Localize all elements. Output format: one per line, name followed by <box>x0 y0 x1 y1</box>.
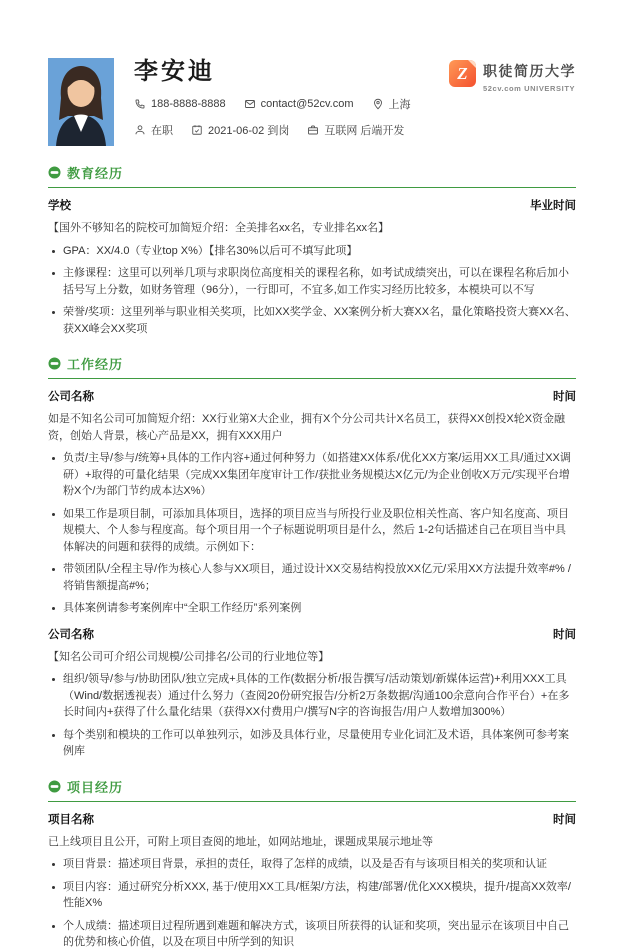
contact-row <box>134 96 429 112</box>
location-icon <box>372 98 384 110</box>
section-title: 项目经历 <box>67 779 124 795</box>
contact-text: 188-8888-8888 <box>151 97 226 110</box>
profile-photo-image <box>48 58 114 146</box>
bullet-item: 项目内容：通过研究分析XXX, 基于/使用XX工具/框架/方法，构建/部署/优化XXX模块，提升/提高XX效率/性能X% <box>48 879 576 912</box>
entry-title: 学校 <box>48 200 71 212</box>
section-entry <box>48 388 576 617</box>
section-badge-icon <box>48 780 61 793</box>
bullet-item: GPA：XX/4.0（专业top X%）【排名30%以后可不填写此项】 <box>48 243 576 260</box>
entry-header <box>48 388 576 404</box>
section-entries <box>48 811 576 951</box>
bullet-item: 带领团队/全程主导/作为核心人参与XX项目，通过设计XX交易结构投放XX亿元/采用XX方法提升效率#% /将销售额提高#%； <box>48 561 576 594</box>
section-badge-icon <box>48 357 61 370</box>
bullet-item: 如果工作是项目制，可添加具体项目，选择的项目应当与所投行业及职位相关性高、客户知名度高、项目规模大、个人参与程度高。每个项目用一个子标题说明项目是什么，然后 1-2句话描述自己在项目当中具体解决的问题和获得的成绩。示例如下： <box>48 506 576 556</box>
resume-sections <box>48 163 576 951</box>
contact-item <box>244 98 354 110</box>
bullet-list <box>48 243 576 338</box>
contact-row <box>134 122 429 138</box>
bullet-item: 主修课程：这里可以列举几项与求职岗位高度相关的课程名称，如考试成绩突出，可以在课程名称后加小括号写上分数，如财务管理（96分），一行即可，不宜多,如工作实习经历比较多，本模块可以不写 <box>48 265 576 298</box>
bullet-item: 项目背景：描述项目背景，承担的责任，取得了怎样的成绩，以及是否有与该项目相关的奖项和认证 <box>48 856 576 873</box>
contact-text: contact@52cv.com <box>260 97 354 110</box>
entry-intro: 【知名公司可介绍公司规模/公司排名/公司的行业地位等】 <box>48 650 330 663</box>
brand-logo-icon: Z <box>449 60 476 87</box>
section-header <box>48 163 576 188</box>
entry-title: 公司名称 <box>48 628 94 641</box>
section-entry <box>48 626 576 760</box>
section-header <box>48 777 576 802</box>
entry-time-label: 时间 <box>553 628 576 641</box>
resume-section <box>48 777 576 951</box>
bullet-list <box>48 671 576 760</box>
contact-text: 在职 <box>151 124 173 137</box>
bullet-list <box>48 856 576 951</box>
contact-item <box>134 122 173 138</box>
brand-subtitle: 52cv.com UNIVERSITY <box>483 84 576 93</box>
bullet-item: 个人成绩：描述项目过程所遇到难题和解决方式，该项目所获得的认证和奖项，突出显示在该项目中自己的优势和核心价值，以及在项目中所学到的知识 <box>48 918 576 951</box>
entry-header <box>48 811 576 827</box>
entry-header <box>48 197 576 213</box>
contact-text: 上海 <box>388 98 411 111</box>
entry-intro: 【国外不够知名的院校可加简短介绍：全美排名xx名，专业排名xx名】 <box>48 222 389 234</box>
bullet-item: 每个类别和模块的工作可以单独列示，如涉及具体行业，尽量使用专业化词汇及术语，具体案例可参考案例库 <box>48 727 576 760</box>
contact-text: 互联网 后端开发 <box>324 124 405 137</box>
entry-intro: 如是不知名公司可加简短介绍：XX行业第X大企业，拥有X个分公司共计X名员工，获得XX创投X轮X资金融资，创始人背景，核心产品是XX，拥有XXX用户 <box>48 413 566 442</box>
contact-text: 2021-06-02 到岗 <box>208 124 290 137</box>
calendar-icon <box>191 124 203 136</box>
section-header <box>48 354 576 379</box>
section-entry <box>48 811 576 951</box>
entry-header <box>48 626 576 642</box>
entry-time-label: 时间 <box>553 813 576 826</box>
person-icon <box>134 124 146 136</box>
contact-item <box>191 122 289 138</box>
entry-title: 公司名称 <box>48 391 94 403</box>
section-entry <box>48 197 576 337</box>
contact-item <box>307 122 404 138</box>
contact-rows <box>134 96 429 138</box>
contact-item <box>372 96 411 112</box>
header-info <box>134 58 429 146</box>
section-title: 工作经历 <box>67 357 124 372</box>
entry-time-label: 时间 <box>553 391 576 403</box>
contact-item <box>134 98 226 110</box>
candidate-name: 李安迪 <box>134 58 215 85</box>
resume-section <box>48 354 576 760</box>
bullet-item: 具体案例请参考案例库中“全职工作经历”系列案例 <box>48 600 576 617</box>
entry-title: 项目名称 <box>48 813 94 826</box>
brand-logo-text <box>483 60 576 93</box>
brand-name: 职徒简历大学 <box>483 63 576 79</box>
section-entries <box>48 197 576 337</box>
section-entries <box>48 388 576 760</box>
profile-photo <box>48 58 114 146</box>
bullet-list <box>48 450 576 617</box>
section-badge-icon <box>48 166 61 179</box>
entry-intro: 已上线项目且公开，可附上项目查阅的地址，如网站地址，课题成果展示地址等 <box>48 835 433 848</box>
bullet-item: 荣誉/奖项：这里列举与职业相关奖项，比如XX奖学金、XX案例分析大赛XX名，量化策略投资大赛XX名、获XX峰会XX奖项 <box>48 304 576 337</box>
briefcase-icon <box>307 124 319 136</box>
section-title: 教育经历 <box>67 166 124 181</box>
email-icon <box>244 98 256 110</box>
bullet-item: 负责/主导/参与/统筹+具体的工作内容+通过何种努力（如搭建XX体系/优化XX方案/运用XX工具/通过XX调研）+取得的可量化结果（完成XX集团年度审计工作/获批业务规模达X亿元/为企业创收X万元/实现平台增粉X个/为部门节约成本达X%） <box>48 450 576 500</box>
bullet-item: 组织/领导/参与/协助团队/独立完成+具体的工作(数据分析/报告撰写/活动策划/新媒体运营)+利用XXX工具（Wind/数据透视表）通过什么努力（查阅20份研究报告/分析2万条数据/沟通100余意向合作平台）+在多长时间内+获得了什么量化结果（获得XX付费用户/撰写N字的咨询报告/用户人数增加300%） <box>48 671 576 721</box>
resume-section <box>48 163 576 337</box>
brand-logo <box>449 60 576 93</box>
phone-icon <box>134 98 146 110</box>
resume-header <box>48 58 576 146</box>
entry-time-label: 毕业时间 <box>530 200 576 212</box>
